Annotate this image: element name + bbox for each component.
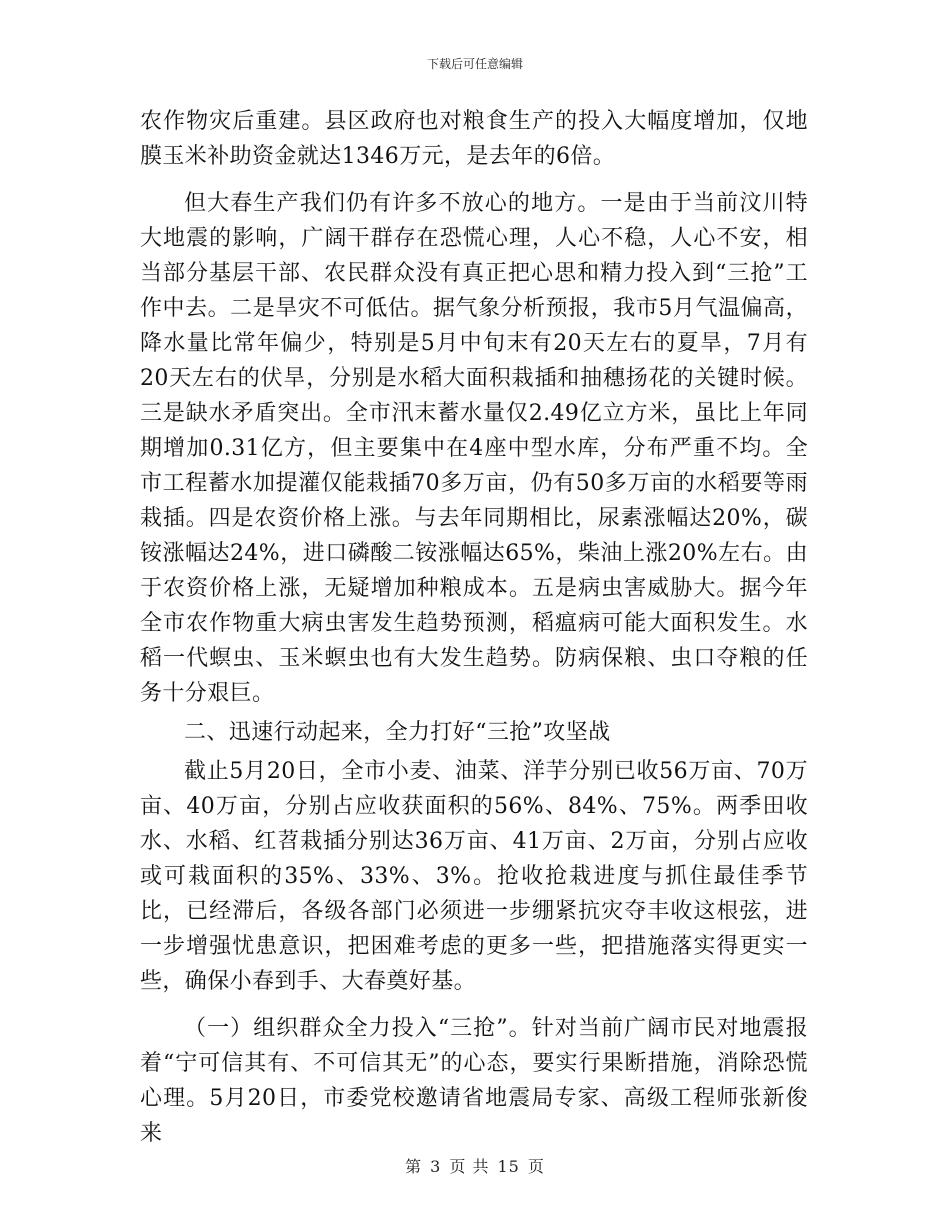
- footer-prefix: 第: [405, 1157, 423, 1176]
- footer-middle: 页 共: [449, 1157, 490, 1176]
- footer-total-pages: 15: [497, 1157, 520, 1176]
- footer-page-number: 3: [430, 1157, 442, 1176]
- paragraph-1: 农作物灾后重建。县区政府也对粮食生产的投入大幅度增加，仅地膜玉米补助资金就达1346万元，是去年的6倍。: [140, 109, 808, 169]
- document-body: [140, 104, 808, 1163]
- footer-suffix: 页: [527, 1157, 545, 1176]
- paragraph-4: （一）组织群众全力投入“三抢”。针对当前广阔市民对地震报着“宁可信其有、不可信其无”的心态，要实行果断措施，消除恐慌心理。5月20日，市委党校邀请省地震局专家、高级工程师张新俊来: [140, 1016, 808, 1146]
- paragraph-2: 但大春生产我们仍有许多不放心的地方。一是由于当前汶川特大地震的影响，广阔干群存在恐慌心理，人心不稳，人心不安，相当部分基层干部、农民群众没有真正把心思和精力投入到“三抢”工作中去。二是旱灾不可低估。据气象分析预报，我市5月气温偏高，降水量比常年偏少，特别是5月中旬末有20天左右的夏旱，7月有20天左右的伏旱，分别是水稻大面积栽插和抽穗扬花的关键时候。三是缺水矛盾突出。全市汛末蓄水量仅2.49亿立方米，虽比上年同期增加0.31亿方，但主要集中在4座中型水库，分布严重不均。全市工程蓄水加提灌仅能栽插70多万亩，仍有50多万亩的水稻要等雨栽插。四是农资价格上涨。与去年同期相比，尿素涨幅达20%，碳铵涨幅达24%，进口磷酸二铵涨幅达65%，柴油上涨20%左右。由于农资价格上涨，无疑增加种粮成本。五是病虫害威胁大。据今年全市农作物重大病虫害发生趋势预测，稻瘟病可能大面积发生。水稻一代螟虫、玉米螟虫也有大发生趋势。防病保粮、虫口夺粮的任务十分艰巨。: [140, 191, 808, 706]
- paragraph-3: 截止5月20日，全市小麦、油菜、洋芋分别已收56万亩、70万亩、40万亩，分别占应收获面积的56%、84%、75%。两季田收水、水稻、红苕栽插分别达36万亩、41万亩、2万亩，分别占应收或可栽面积的35%、33%、3%。抢收抢栽进度与抓住最佳季节比，已经滞后，各级各部门必须进一步绷紧抗灾夺丰收这根弦，进一步增强忧患意识，把困难考虑的更多一些，把措施落实得更实一些，确保小春到手、大春奠好基。: [140, 759, 808, 994]
- page-footer: [0, 1154, 950, 1177]
- section-heading: 二、迅速行动起来，全力打好“三抢”攻坚战: [184, 720, 611, 745]
- page-header: 下载后可任意编辑: [426, 57, 523, 71]
